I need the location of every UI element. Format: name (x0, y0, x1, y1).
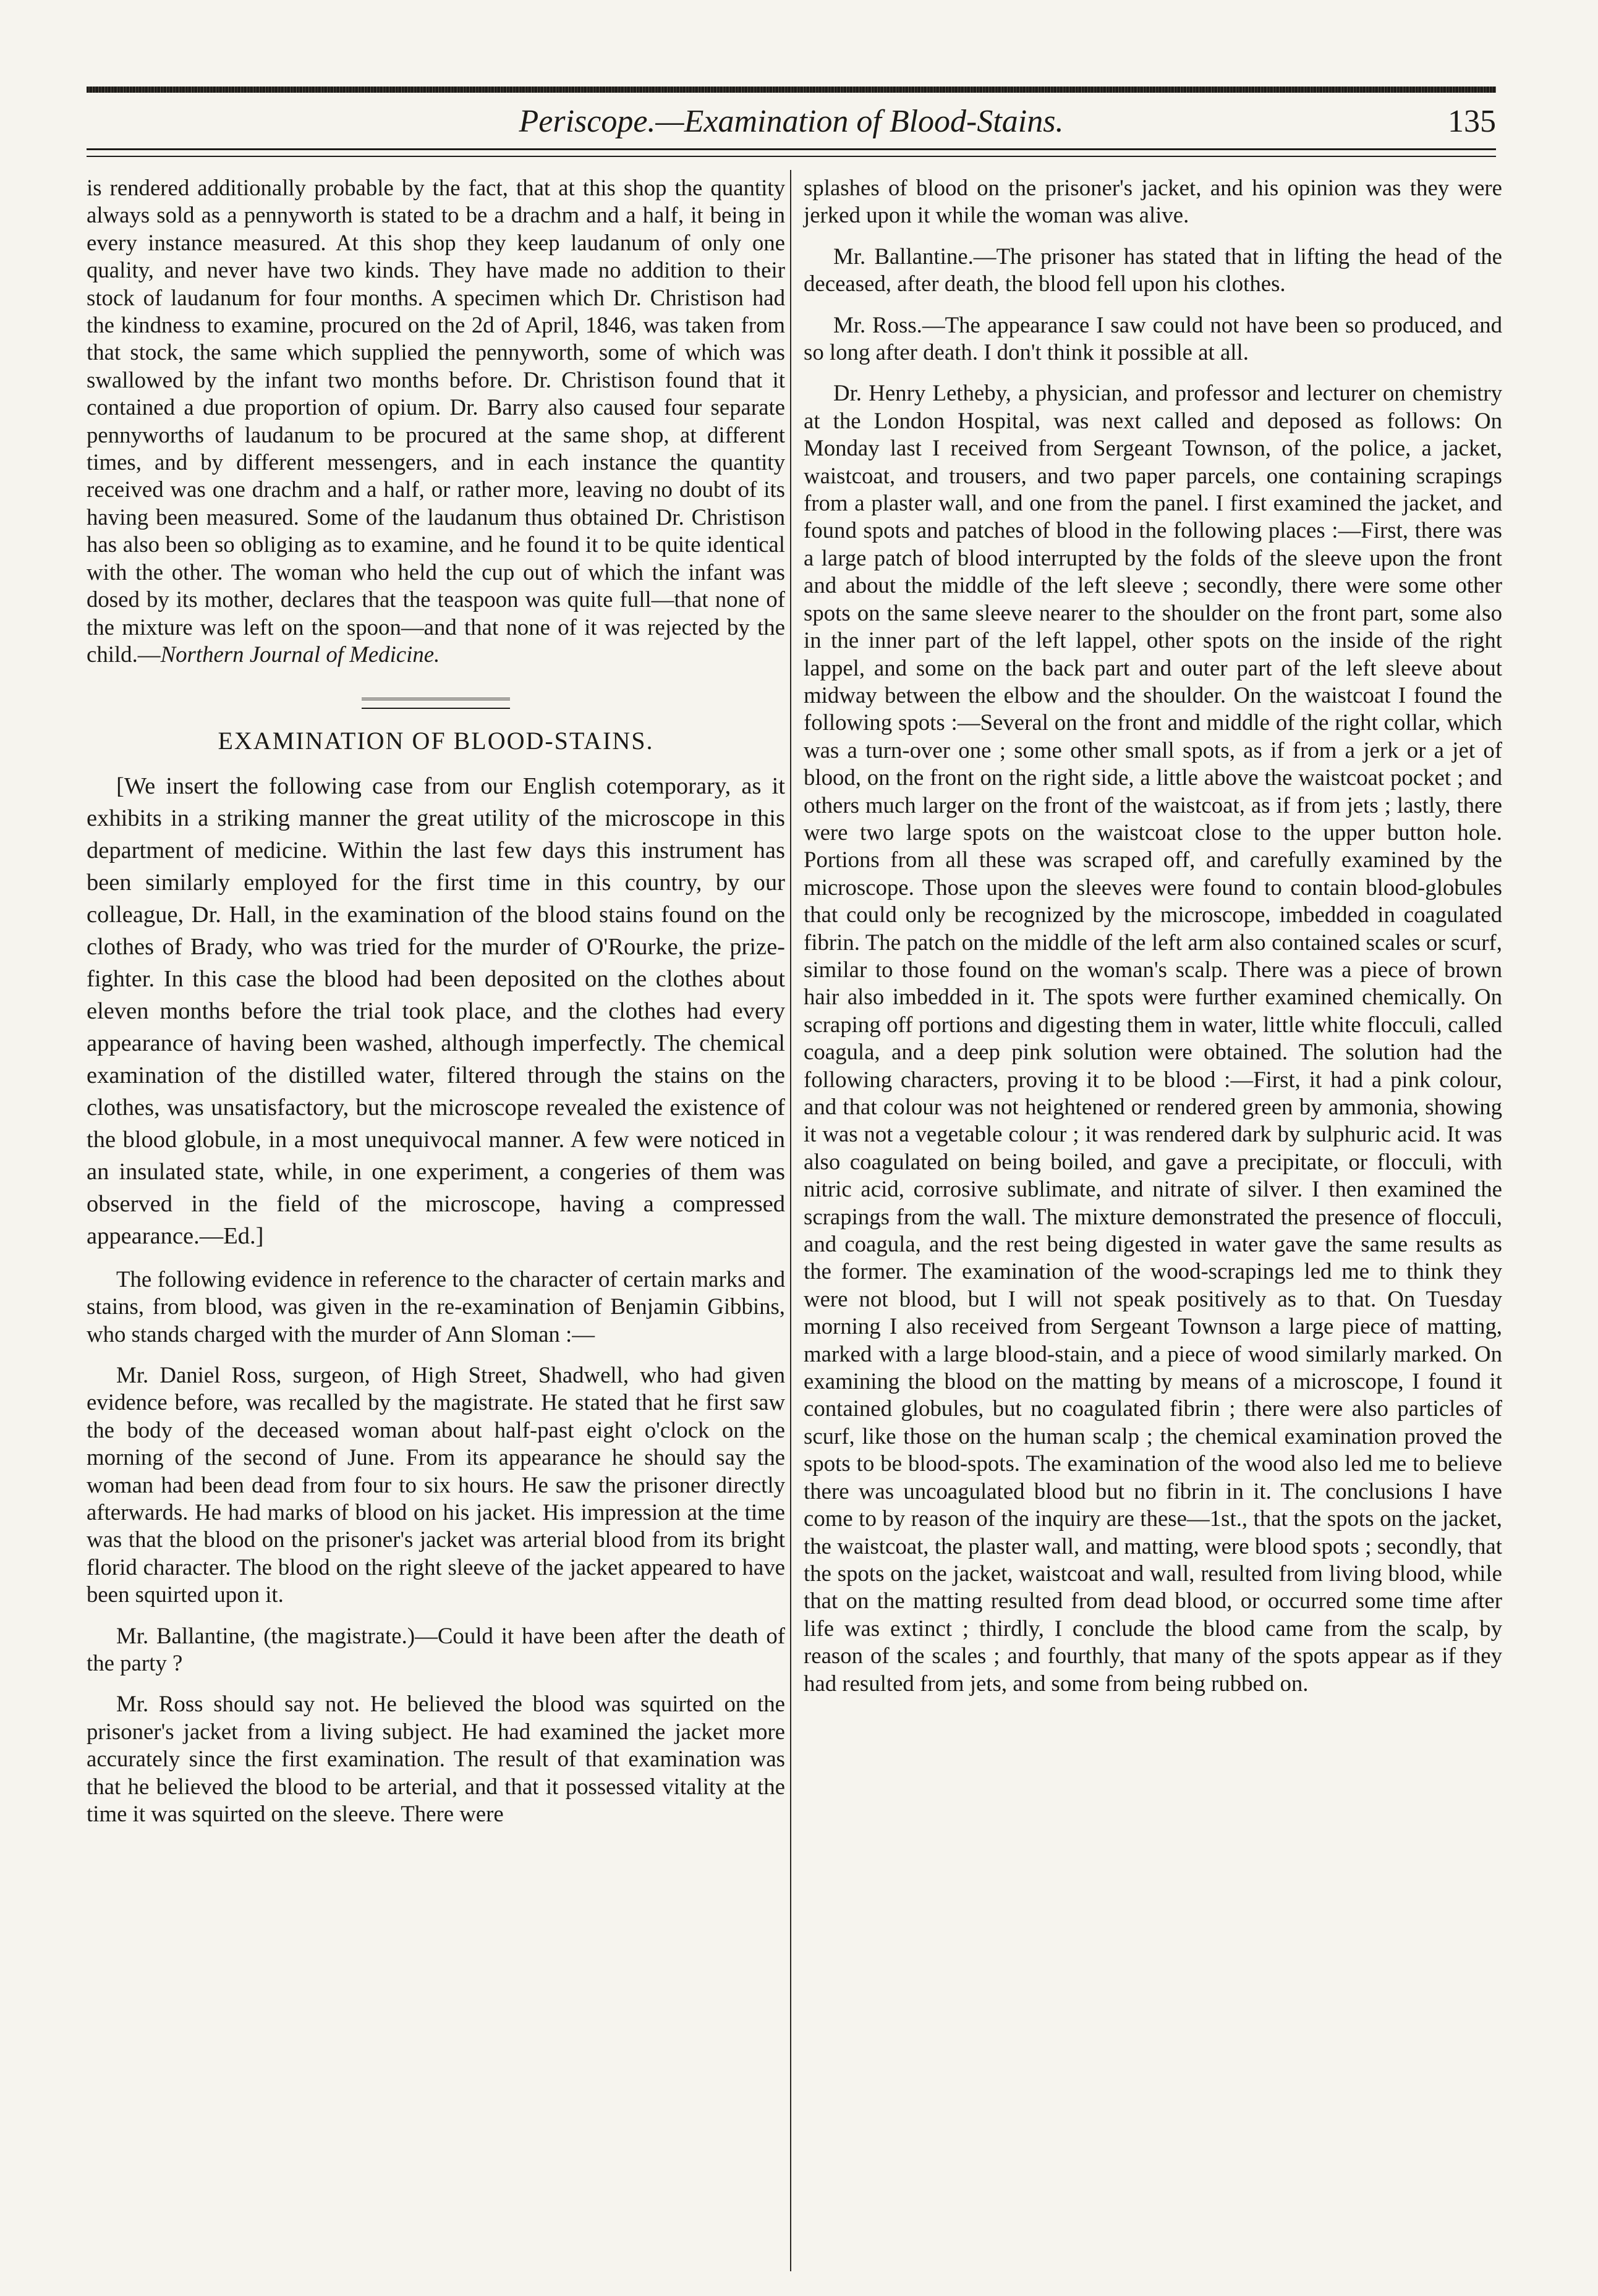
paragraph: Dr. Henry Letheby, a physician, and professor and lecturer on chemistry at the London Hospital, was next called and deposed as follows: On Monday last I received from Sergeant Townson, of the police, a jacket, waistcoat, and trousers, and two paper parcels, one containing scrapings from a plaster wall, and one from the panel. I first examined the jacket, and found spots and patches of blood in the following places :—First, there was a large patch of blood interrupted by the folds of the sleeve upon the front and about the middle of the left sleeve ; secondly, there were some other spots on the same sleeve nearer to the shoulder on the front part, some also in the inner part of the left lappel, other spots on the inside of the right lappel, and some on the back part and outer part of the left sleeve about midway between the elbow and the shoulder. On the waistcoat I found the following spots :—Several on the front and middle of the right collar, which was a turn-over one ; some other small spots, as if from a jerk or a jet of blood, on the front on the right side, a little above the waistcoat pocket ; and others much larger on the front of the waistcoat, as if from jets ; lastly, there were two large spots on the waistcoat close to the upper button hole. Portions from all these was scraped off, and carefully examined by the microscope. Those upon the sleeves were found to contain blood-globules that could only be recognized by the microscope, imbedded in coagulated fibrin. The patch on the middle of the left arm also contained scales or scurf, similar to those found on the woman's scalp. There was a piece of brown hair also imbedded in it. The spots were further examined chemically. On scraping off portions and digesting them in water, little white flocculi, called coagula, and a deep pink solution were obtained. The solution had the following characters, proving it to be blood :—First, it had a pink colour, and that colour was not heightened or rendered green by ammonia, showing it was not a vegetable colour ; it was rendered dark by sulphuric acid. It was also coagulated on being boiled, and gave a precipitate, or flocculi, with nitric acid, corrosive sublimate, and nitrate of silver. I then examined the scrapings from the wall. The mixture demonstrated the presence of flocculi, and coagula, and the rest being digested in water gave the same results as the former. The examination of the wood-scrapings led me to think they were not blood, but I will not speak positively as to that. On Tuesday morning I also received from Sergeant Townson a large piece of matting, marked with a large blood-stain, and a piece of wood similarly marked. On examining the blood on the matting by means of a microscope, I found it contained globules, but no coagulated fibrin ; there were also particles of scurf, like those on the human scalp ; the chemical examination proved the spots to be blood-spots. The examination of the wood also led me to believe there was uncoagulated blood but no fibrin in it. The conclusions I have come to by reason of the inquiry are these—1st., that the spots on the jacket, the waistcoat, the plaster wall, and matting, were blood spots ; secondly, that the spots on the jacket, waistcoat and wall, resulted from living blood, while that on the matting resulted from dead blood, or occurred some time after life was extinct ; thirdly, I conclude the blood came from the scalp, by reason of the scales ; and fourthly, that many of the spots appear as if they had resulted from jets, and some from being rubbed on. (804, 380, 1502, 1696)
top-decorative-band (87, 87, 1496, 93)
paragraph: Mr. Ross should say not. He believed the blood was squirted on the prisoner's jacket from a living subject. He had examined the jacket more accurately since the first examination. The result of that examination was that he believed the blood to be arterial, and that it possessed vitality at the time it was squirted on the sleeve. There were (87, 1691, 785, 1827)
article-title: EXAMINATION OF BLOOD-STAINS. (218, 727, 654, 755)
section-ornament (362, 698, 510, 709)
paragraph (87, 174, 785, 668)
paragraph-text: is rendered additionally probable by the fact, that at this shop the quantity always sold as a pennyworth is stated to be a drachm and a half, it being in every instance measured. At this shop they keep laudanum of only one quality, and never have two kinds. They have made no addition to their stock of laudanum for four months. A specimen which Dr. Christison had the kindness to examine, procured on the 2d of April, 1846, was taken from that stock, the same which supplied the pennyworth, some of which was swallowed by the infant two months before. Dr. Christison found that it contained a due proportion of opium. Dr. Barry also caused four separate pennyworths of laudanum to be procured at the same shop, at different times, and by different messengers, and in each instance the quantity received was one drachm and a half, or rather more, leaving no doubt of its having been measured. Some of the laudanum thus obtained Dr. Christison has also been so obliging as to examine, and he found it to be quite identical with the other. The woman who held the cup out of which the infant was dosed by its mother, declares that the teaspoon was quite full—that none of the mixture was left on the spoon—and that none of it was rejected by the child.— (87, 175, 785, 667)
paragraph: splashes of blood on the prisoner's jacket, and his opinion was they were jerked upon it while the woman was alive. (804, 175, 1502, 228)
editor-note (87, 770, 785, 1252)
right-column (804, 174, 1502, 1697)
page-number: 135 (1448, 104, 1496, 139)
left-column (87, 174, 785, 1828)
source-citation: Northern Journal of Medicine. (160, 641, 440, 667)
column-divider (790, 170, 791, 2271)
intro-paragraph: [We insert the following case from our English cotemporary, as it exhibits in a striking manner the great utility of the microscope in this department of medicine. Within the last few days this instrument has been similarly employed for the first time in this country, by our colleague, Dr. Hall, in the examination of the blood stains found on the clothes of Brady, who was tried for the murder of O'Rourke, the prize-fighter. In this case the blood had been deposited on the clothes about eleven months before the trial took place, and the clothes had every appearance of having been washed, although imperfectly. The chemical examination of the distilled water, filtered through the stains on the clothes, was unsatisfactory, but the microscope revealed the existence of the blood globule, in a most unequivocal manner. A few were noticed in an insulated state, while, in one experiment, a congeries of them was observed in the field of the microscope, having a compressed appearance.—Ed.] (87, 773, 785, 1249)
paragraph: Mr. Ross.—The appearance I saw could not have been so produced, and so long after death. I don't think it possible at all. (804, 311, 1502, 365)
paragraph: Mr. Ballantine.—The prisoner has stated that in lifting the head of the deceased, after death, the blood fell upon his clothes. (804, 243, 1502, 297)
paragraph: Mr. Ballantine, (the magistrate.)—Could it have been after the death of the party ? (87, 1622, 785, 1675)
paragraph: Mr. Daniel Ross, surgeon, of High Street, Shadwell, who had given evidence before, was recalled by the magistrate. He stated that he first saw the body of the deceased woman about half-past eight o'clock on the morning of the second of June. From its appearance he should say the woman had been dead from four to six hours. He saw the prisoner directly afterwards. He had marks of blood on his jacket. His impression at the time was that the blood on the prisoner's jacket was arterial blood from its bright florid character. The blood on the right sleeve of the jacket appeared to have been squirted upon it. (87, 1362, 785, 1608)
running-title: Periscope.—Examination of Blood-Stains. (519, 104, 1064, 139)
paragraph: The following evidence in reference to the character of certain marks and stains, from blood, was given in the re-examination of Benjamin Gibbins, who stands charged with the murder of Ann Sloman :— (87, 1266, 785, 1347)
running-header (87, 100, 1496, 143)
header-rule (87, 148, 1496, 157)
